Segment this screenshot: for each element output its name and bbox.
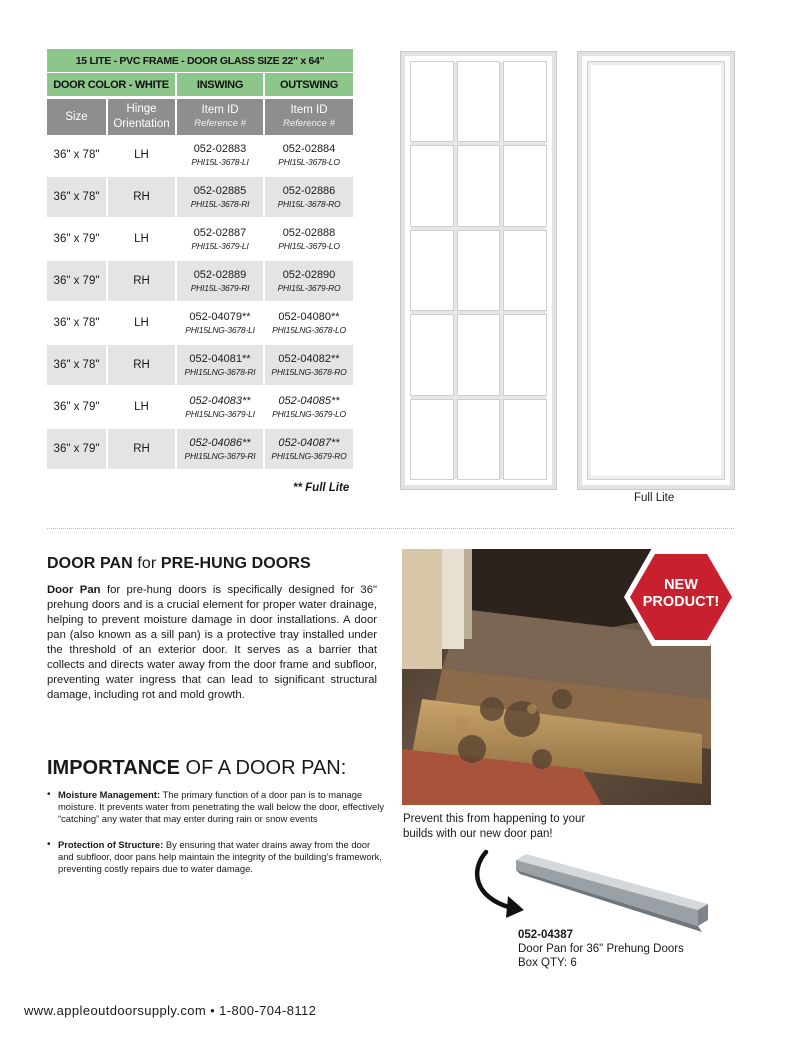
- item-id: 052-02888: [282, 227, 336, 239]
- glass-lite: [411, 400, 453, 479]
- item-id: 052-04082**: [278, 353, 340, 365]
- outswing-cell: [264, 386, 353, 428]
- item-id: 052-04083**: [189, 395, 251, 407]
- reference-number: PHI15L-3678-LI: [191, 157, 249, 167]
- glass-lite: [504, 62, 546, 141]
- size-cell: [47, 135, 107, 176]
- inswing-cell: [176, 302, 264, 344]
- bullet-text: By ensuring that water drains away from the door and subfloor, door pans help maintain the integrity of the building’s framework, preventing costly repairs due to water damage.: [58, 839, 382, 874]
- door-pan-product-image: [512, 852, 708, 938]
- glass-lite: [458, 146, 500, 225]
- table-row: [47, 386, 353, 428]
- glass-lite: [504, 315, 546, 394]
- glass-lite: [504, 231, 546, 310]
- reference-number: PHI15LNG-3678-LI: [185, 325, 255, 335]
- size-cell: [47, 260, 107, 302]
- hinge-value: RH: [133, 275, 150, 287]
- reference-number: PHI15L-3679-LI: [191, 241, 249, 251]
- inswing-cell: [176, 218, 264, 260]
- hinge-cell: [107, 344, 176, 386]
- item-id: 052-04087**: [278, 437, 340, 449]
- size-value: 36" x 79": [53, 401, 100, 413]
- door-glass-grid: [411, 62, 546, 479]
- hinge-column-header: Hinge Orientation: [107, 98, 176, 136]
- footer-contact[interactable]: www.appleoutdoorsupply.com • 1-800-704-8112: [24, 1003, 317, 1018]
- reference-number: PHI15L-3679-RO: [277, 283, 341, 293]
- item-id: 052-04079**: [189, 311, 251, 323]
- item-id: 052-02887: [193, 227, 247, 239]
- item-id: 052-02886: [282, 185, 336, 197]
- hinge-cell: [107, 218, 176, 260]
- size-cell: [47, 344, 107, 386]
- glass-lite: [411, 62, 453, 141]
- hinge-cell: [107, 135, 176, 176]
- reference-number: PHI15LNG-3679-RO: [271, 451, 347, 461]
- product-name: Door Pan for 36" Prehung Doors: [518, 943, 684, 955]
- size-value: 36" x 78": [53, 149, 100, 161]
- bullet-term: Moisture Management:: [58, 789, 161, 800]
- fifteen-lite-door-image: [401, 52, 556, 489]
- product-sku: 052-04387: [518, 929, 573, 941]
- reference-number: PHI15LNG-3679-LO: [272, 409, 346, 419]
- glass-lite: [411, 231, 453, 310]
- table-row: [47, 260, 353, 302]
- hinge-value: LH: [134, 317, 149, 329]
- reference-label: Reference #: [194, 118, 246, 130]
- size-cell: [47, 302, 107, 344]
- product-info: [518, 928, 684, 970]
- outswing-cell: [264, 428, 353, 470]
- item-id: 052-02885: [193, 185, 247, 197]
- hinge-cell: [107, 302, 176, 344]
- size-cell: [47, 428, 107, 470]
- heading-part: DOOR PAN: [47, 555, 133, 572]
- badge-line: PRODUCT!: [642, 594, 720, 610]
- glass-lite: [458, 400, 500, 479]
- item-id: 052-02889: [193, 269, 247, 281]
- reference-number: PHI15LNG-3679-RI: [184, 451, 256, 461]
- inswing-cell: [176, 344, 264, 386]
- size-column-header: Size: [47, 98, 107, 136]
- item-id: 052-02883: [193, 143, 247, 155]
- door-pan-heading: [47, 555, 311, 573]
- size-value: 36" x 78": [53, 191, 100, 203]
- hinge-cell: [107, 260, 176, 302]
- hinge-value: RH: [133, 443, 150, 455]
- glass-lite: [411, 315, 453, 394]
- bullet-text: The primary function of a door pan is to manage moisture. It prevents water from penetrating the wall below the door, effectively “catching” any water that may enter during rain or snow events: [58, 789, 385, 824]
- size-value: 36" x 78": [53, 317, 100, 329]
- item-id: 052-02890: [282, 269, 336, 281]
- outswing-cell: [264, 135, 353, 176]
- product-qty: Box QTY: 6: [518, 957, 577, 969]
- inswing-cell: [176, 260, 264, 302]
- list-item: [47, 839, 387, 875]
- outswing-cell: [264, 260, 353, 302]
- new-product-badge-text: [622, 577, 740, 611]
- outswing-cell: [264, 344, 353, 386]
- importance-list: [47, 789, 387, 889]
- inswing-cell: [176, 428, 264, 470]
- reference-number: PHI15L-3678-RI: [190, 199, 250, 209]
- hinge-cell: [107, 386, 176, 428]
- door-pan-description: [47, 583, 377, 703]
- door-caption: Full Lite: [634, 492, 675, 504]
- outswing-cell: [264, 176, 353, 218]
- size-value: 36" x 79": [53, 275, 100, 287]
- table-row: [47, 428, 353, 470]
- heading-part: OF A DOOR PAN:: [179, 757, 347, 779]
- glass-lite: [504, 400, 546, 479]
- list-item: [47, 789, 387, 825]
- size-value: 36" x 79": [53, 233, 100, 245]
- reference-number: PHI15L-3679-LO: [278, 241, 340, 251]
- bullet-term: Protection of Structure:: [58, 839, 164, 850]
- table-row: [47, 176, 353, 218]
- item-id: 052-04081**: [189, 353, 251, 365]
- glass-lite: [458, 315, 500, 394]
- reference-number: PHI15LNG-3679-LI: [185, 409, 255, 419]
- table-row: [47, 302, 353, 344]
- reference-number: PHI15L-3678-RO: [277, 199, 341, 209]
- hinge-value: RH: [133, 359, 150, 371]
- hinge-value: RH: [133, 191, 150, 203]
- reference-number: PHI15LNG-3678-RI: [184, 367, 256, 377]
- full-lite-note: ** Full Lite: [293, 482, 350, 494]
- door-glass-pane: [588, 62, 724, 479]
- size-cell: [47, 218, 107, 260]
- hinge-cell: [107, 176, 176, 218]
- hinge-value: LH: [134, 233, 149, 245]
- badge-line: NEW: [664, 577, 698, 593]
- door-spec-table: [47, 49, 353, 471]
- door-color-header: DOOR COLOR - WHITE: [47, 73, 176, 98]
- table-row: [47, 218, 353, 260]
- hinge-cell: [107, 428, 176, 470]
- description-lead: Door Pan: [47, 584, 101, 596]
- glass-lite: [458, 62, 500, 141]
- inswing-cell: [176, 386, 264, 428]
- table-row: [47, 135, 353, 176]
- importance-heading: [47, 757, 346, 780]
- reference-number: PHI15LNG-3678-LO: [272, 325, 346, 335]
- size-value: 36" x 78": [53, 359, 100, 371]
- full-lite-door-image: [578, 52, 734, 489]
- section-divider: [47, 528, 734, 529]
- outswing-cell: [264, 302, 353, 344]
- hinge-value: LH: [134, 149, 149, 161]
- item-id-label: Item ID: [201, 104, 239, 117]
- photo-caption: Prevent this from happening to your builds with our new door pan!: [403, 813, 586, 840]
- item-id: 052-04086**: [189, 437, 251, 449]
- heading-part: for: [132, 555, 161, 572]
- item-id-label: Item ID: [290, 104, 328, 117]
- size-cell: [47, 386, 107, 428]
- size-cell: [47, 176, 107, 218]
- inswing-cell: [176, 176, 264, 218]
- glass-lite: [458, 231, 500, 310]
- size-value: 36" x 79": [53, 443, 100, 455]
- inswing-cell: [176, 135, 264, 176]
- outswing-header: OUTSWING: [264, 73, 353, 98]
- hinge-value: LH: [134, 401, 149, 413]
- reference-number: PHI15L-3679-RI: [190, 283, 250, 293]
- item-id: 052-04085**: [278, 395, 340, 407]
- inswing-item-id-header: [176, 98, 264, 136]
- reference-label: Reference #: [283, 118, 335, 130]
- reference-number: PHI15L-3678-LO: [278, 157, 340, 167]
- table-row: [47, 344, 353, 386]
- item-id: 052-02884: [282, 143, 336, 155]
- item-id: 052-04080**: [278, 311, 340, 323]
- heading-part: PRE-HUNG DOORS: [160, 555, 311, 572]
- table-title: 15 LITE - PVC FRAME - DOOR GLASS SIZE 22" x 64": [47, 49, 353, 73]
- heading-part: IMPORTANCE: [47, 757, 180, 779]
- description-text: for pre-hung doors is specifically designed for 36" prehung doors and is a crucial element for proper water drainage, helping to prevent moisture damage in door installations. A door pan (also known as a sill pan) is a protective tray installed under the threshold of an exterior door. It serves as a barrier that collects and directs water away from the door frame and subfloor, preventing water ingress that can lead to significant structural damage, including rot and mold growth.: [47, 584, 377, 701]
- inswing-header: INSWING: [176, 73, 264, 98]
- glass-lite: [411, 146, 453, 225]
- outswing-cell: [264, 218, 353, 260]
- outswing-item-id-header: [264, 98, 353, 136]
- reference-number: PHI15LNG-3678-RO: [271, 367, 347, 377]
- glass-lite: [504, 146, 546, 225]
